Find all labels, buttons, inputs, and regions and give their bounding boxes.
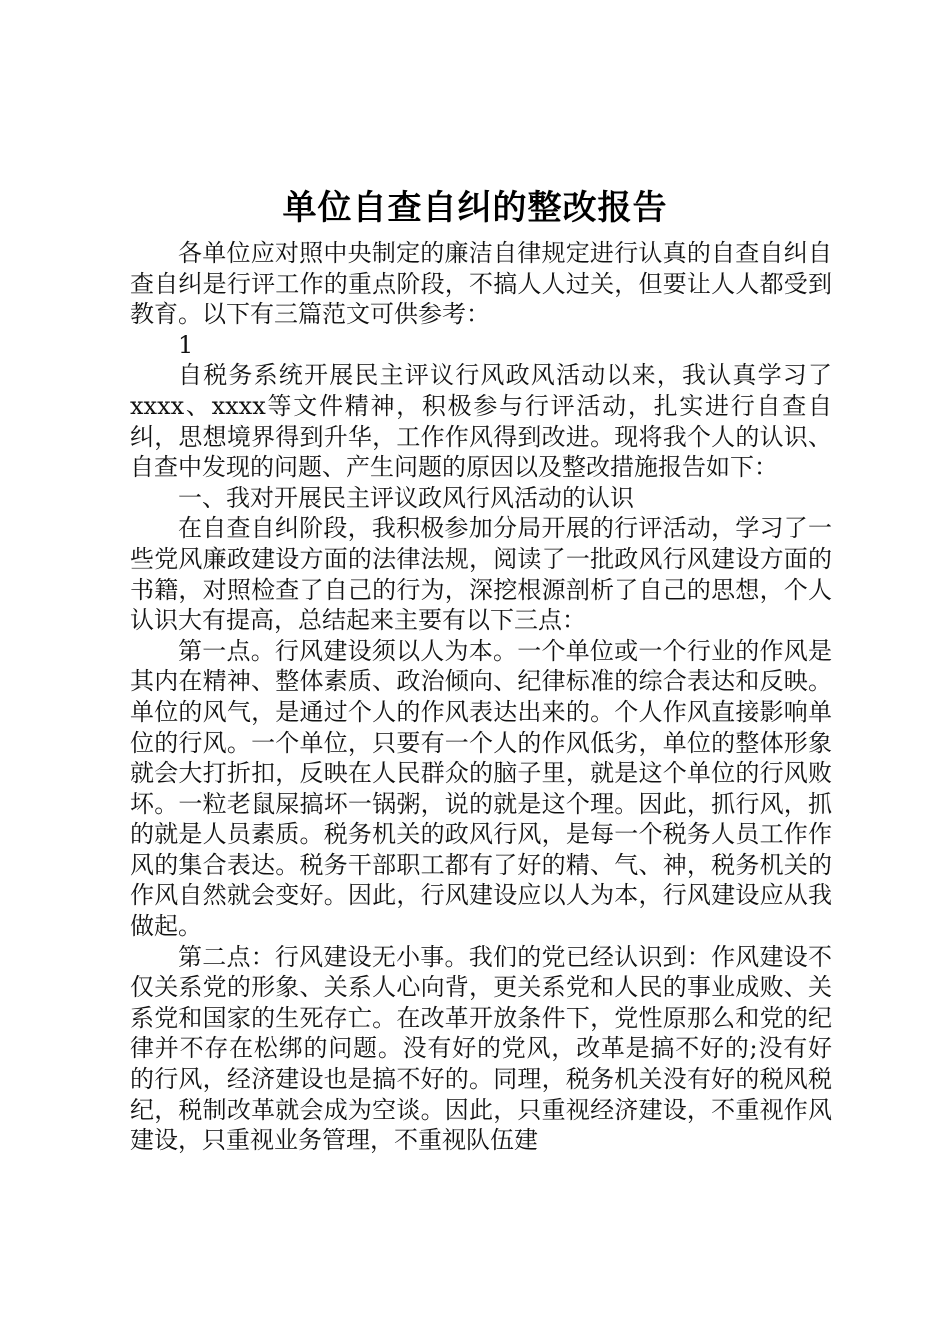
paragraph-self-review: 在自查自纠阶段，我积极参加分局开展的行评活动，学习了一些党风廉政建设方面的法律法规，阅读了一批政风行风建设方面的书籍，对照检查了自己的行为，深挖根源剖析了自己的思想，个人认识大有提高，总结起来主要有以下三点：: [130, 514, 832, 635]
paragraph-intro: 各单位应对照中央制定的廉洁自律规定进行认真的自查自纠自查自纠是行评工作的重点阶段，不搞人人过关，但要让人人都受到教育。以下有三篇范文可供参考：: [130, 239, 832, 329]
paragraph-point-one: 第一点。行风建设须以人为本。一个单位或一个行业的作风是其内在精神、整体素质、政治倾向、纪律标准的综合表达和反映。单位的风气，是通过个人的作风表达出来的。个人作风直接影响单位的行风。一个单位，只要有一个人的作风低劣，单位的整体形象就会大打折扣，反映在人民群众的脑子里，就是这个单位的行风败坏。一粒老鼠屎搞坏一锅粥，说的就是这个理。因此，抓行风，抓的就是人员素质。税务机关的政风行风，是每一个税务人员工作作风的集合表达。税务干部职工都有了好的精、气、神，税务机关的作风自然就会变好。因此，行风建设应以人为本，行风建设应从我做起。: [130, 636, 832, 941]
section-number: 1: [178, 330, 194, 359]
document-title: 单位自查自纠的整改报告: [282, 188, 668, 228]
paragraph-opening: 自税务系统开展民主评议行风政风活动以来，我认真学习了xxxx、xxxx等文件精神，积极参与行评活动，扎实进行自查自纠，思想境界得到升华，工作作风得到改进。现将我个人的认识、自查中发现的问题、产生问题的原因以及整改措施报告如下：: [130, 361, 832, 482]
paragraph-point-two: 第二点：行风建设无小事。我们的党已经认识到：作风建设不仅关系党的形象、关系人心向背，更关系党和人民的事业成败、关系党和国家的生死存亡。在改革开放条件下，党性原那么和党的纪律并不存在松绑的问题。没有好的党风，改革是搞不好的;没有好的行风，经济建设也是搞不好的。同理，税务机关没有好的税风税纪，税制改革就会成为空谈。因此，只重视经济建设，不重视作风建设，只重视业务管理，不重视队伍建: [130, 942, 832, 1155]
document-body: [130, 238, 832, 1156]
section-heading: 一、我对开展民主评议政风行风活动的认识: [178, 483, 634, 512]
